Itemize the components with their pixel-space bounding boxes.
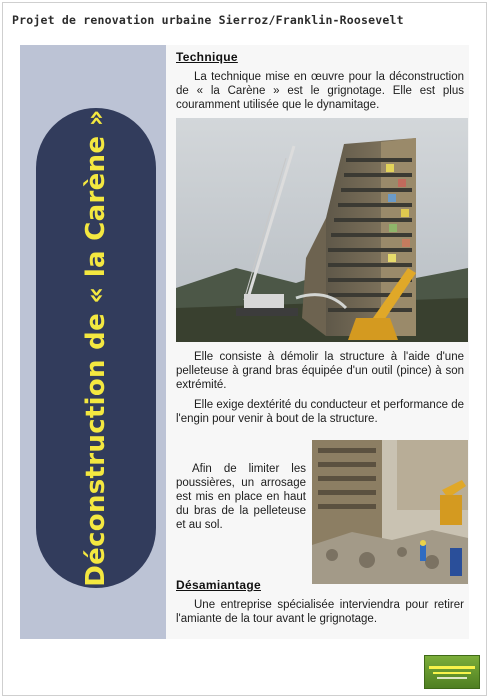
logo-graphic	[425, 662, 479, 684]
page-header: Projet de renovation urbaine Sierroz/Franklin-Roosevelt	[12, 13, 404, 27]
vertical-title: Déconstruction de « la Carène »	[81, 109, 111, 587]
rubble-photo	[312, 440, 468, 584]
desamiantage-text: Une entreprise spécialisée interviendra pour retirer l'amiante de la tour avant le grignotage.	[176, 599, 464, 625]
technique-intro: La technique mise en œuvre pour la déconstruction de « la Carène » est le grignotage. Elle est plus couramment utilisée que le dynamitage.	[176, 71, 464, 111]
technique-paragraph-3: Elle exige dextérité du conducteur et performance de l'engin pour venir à bout de la structure.	[176, 399, 464, 425]
tower-demolition-illustration	[176, 118, 468, 342]
technique-paragraph-4: Afin de limiter les poussières, un arrosage est mis en place en haut du bras de la pelleteuse et au sol.	[176, 463, 306, 531]
logo	[424, 655, 480, 689]
section-title-desamiantage: Désamiantage	[176, 578, 261, 592]
rubble-illustration	[312, 440, 468, 584]
technique-paragraph-2: Elle consiste à démolir la structure à l'aide d'une pelleteuse à grand bras équipée d'un outil (pince) à son extrémité.	[176, 351, 464, 391]
section-title-technique: Technique	[176, 50, 238, 64]
tower-demolition-photo	[176, 118, 468, 342]
